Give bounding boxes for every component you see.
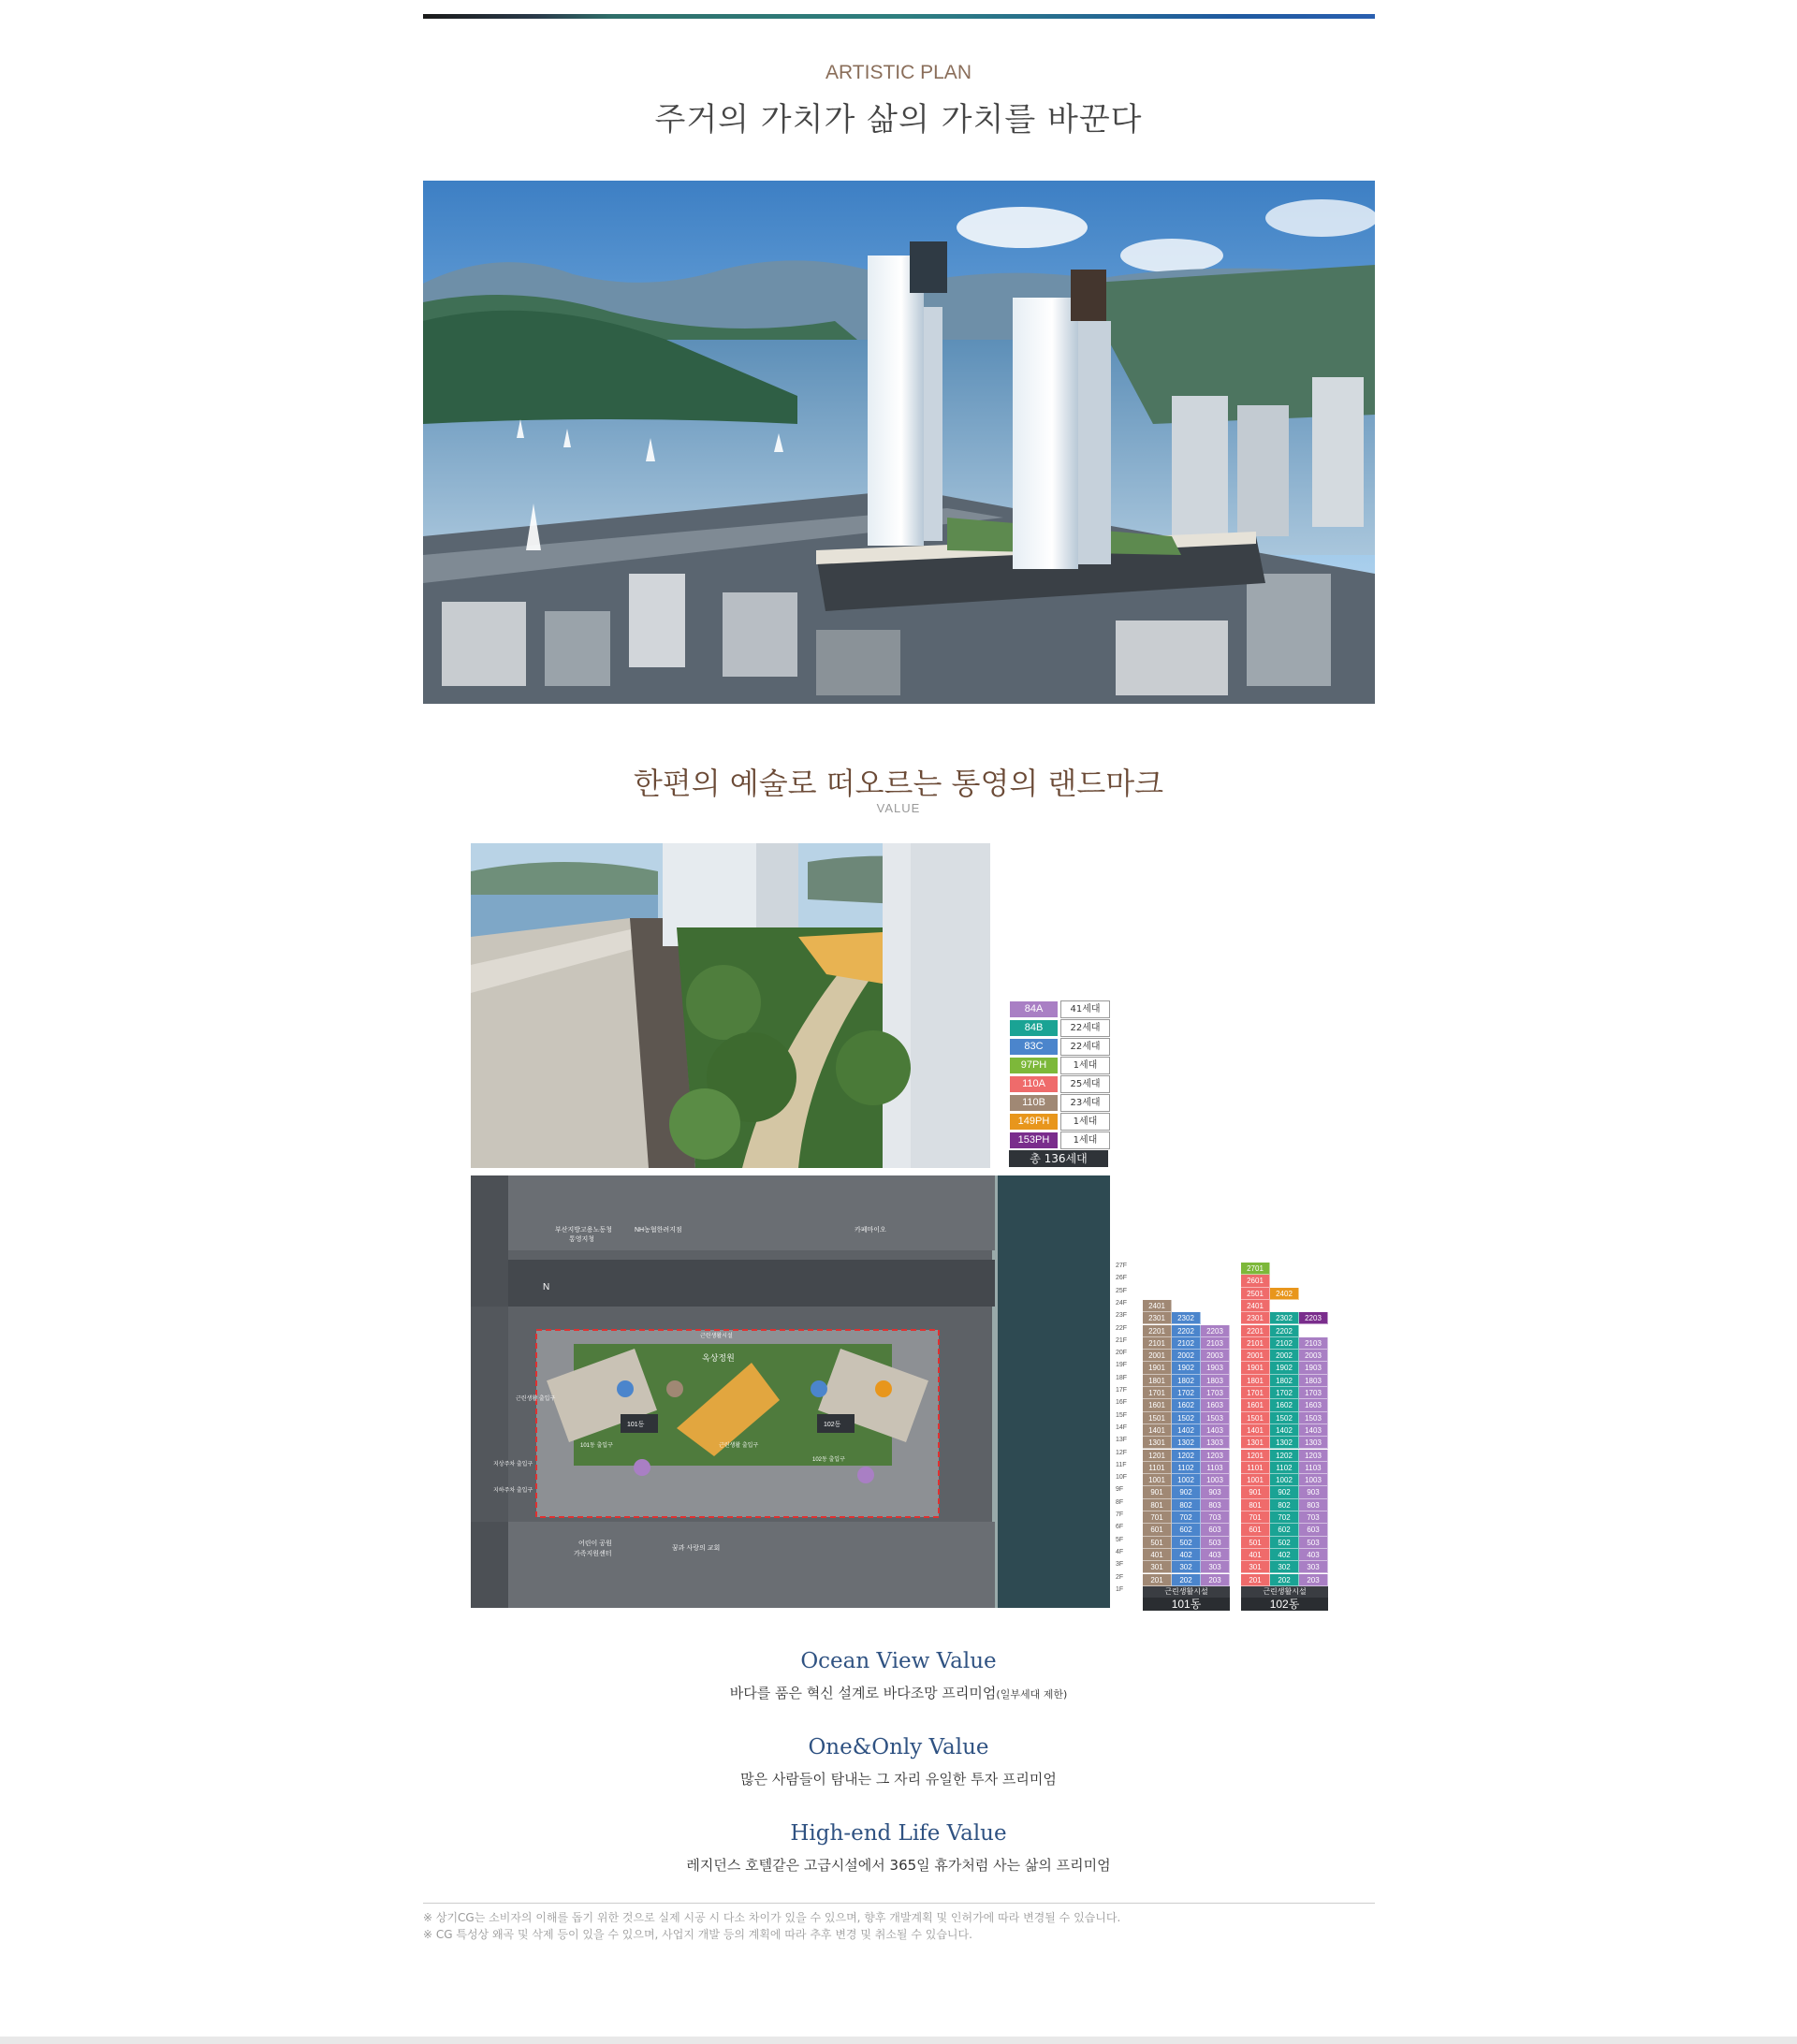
base-commercial-101: 근린생활시설 [1143, 1586, 1230, 1598]
unit-cell: 902 [1172, 1486, 1201, 1498]
unit-cell: 2002 [1270, 1350, 1299, 1362]
unit-cell: 1501 [1241, 1412, 1270, 1424]
unit-cell: 2102 [1270, 1337, 1299, 1350]
map-label-under-parking: 지하주차 출입구 [493, 1488, 533, 1494]
unit-cell: 603 [1201, 1524, 1230, 1536]
legend-count: 22세대 [1060, 1019, 1110, 1037]
legend-count: 1세대 [1060, 1132, 1110, 1149]
unit-cell: 1901 [1143, 1362, 1172, 1374]
unit-cell: 903 [1299, 1486, 1328, 1498]
floor-label: 18F [1116, 1374, 1128, 1381]
unit-cell: 902 [1270, 1486, 1299, 1498]
value-desc: 많은 사람들이 탐내는 그 자리 유일한 투자 프리미엄 [740, 1771, 1057, 1788]
unit-cell: 1603 [1299, 1399, 1328, 1411]
unit-cell: 701 [1143, 1511, 1172, 1524]
unit-cell: 1202 [1172, 1450, 1201, 1462]
floor-label: 3F [1116, 1561, 1124, 1569]
unit-cell: 301 [1241, 1561, 1270, 1573]
unit-cell: 401 [1241, 1549, 1270, 1561]
unit-cell: 1601 [1241, 1399, 1270, 1411]
unit-cell: 1203 [1299, 1450, 1328, 1462]
notes-divider [423, 1903, 1375, 1904]
unit-cell: 2102 [1172, 1337, 1201, 1350]
unit-cell: 603 [1299, 1524, 1328, 1536]
disclaimer-notes [423, 1909, 1375, 1943]
unit-cell: 303 [1201, 1561, 1230, 1573]
hero-rendering-image [423, 181, 1375, 704]
floor-label: 20F [1116, 1350, 1128, 1357]
floor-label: 1F [1116, 1585, 1124, 1593]
unit-cell: 1101 [1241, 1462, 1270, 1474]
floor-label: 12F [1116, 1449, 1128, 1456]
unit-cell: 1602 [1172, 1399, 1201, 1411]
legend-type: 110A [1009, 1075, 1059, 1093]
unit-cell: 2203 [1299, 1312, 1328, 1324]
unit-cell: 2203 [1201, 1325, 1230, 1337]
unit-cell: 1303 [1299, 1437, 1328, 1449]
unit-cell: 2201 [1143, 1325, 1172, 1337]
value-desc: 바다를 품은 혁신 설계로 바다조망 프리미엄(일부세대 제한) [729, 1685, 1068, 1701]
unit-cell: 803 [1201, 1499, 1230, 1511]
unit-cell: 2301 [1143, 1312, 1172, 1324]
legend-type: 84B [1009, 1019, 1059, 1037]
unit-cell: 1402 [1270, 1424, 1299, 1437]
disclaimer-line: ※ CG 특성상 왜곡 및 삭제 등이 있을 수 있으며, 사업지 개발 등의 계획에 따라 추후 변경 및 취소될 수 있습니다. [423, 1928, 972, 1941]
unit-cell: 1102 [1172, 1462, 1201, 1474]
unit-cell: 2301 [1241, 1312, 1270, 1324]
floor-label: 16F [1116, 1399, 1128, 1407]
legend-total: 총 136세대 [1009, 1150, 1108, 1167]
floor-label: 23F [1116, 1312, 1128, 1320]
building-label-101: 101동 [1143, 1598, 1230, 1611]
unit-cell: 2202 [1172, 1325, 1201, 1337]
unit-cell: 1401 [1241, 1424, 1270, 1437]
map-label-office: 부산지방고용노동청 [555, 1227, 612, 1234]
floor-label: 11F [1116, 1461, 1127, 1468]
floor-label: 27F [1116, 1263, 1128, 1269]
floor-label: 5F [1116, 1536, 1124, 1543]
unit-cell: 901 [1241, 1486, 1270, 1498]
floor-label: 9F [1116, 1486, 1124, 1494]
floor-label: 15F [1116, 1411, 1128, 1419]
unit-cell: 1502 [1172, 1412, 1201, 1424]
unit-cell: 1503 [1201, 1412, 1230, 1424]
unit-cell: 702 [1270, 1511, 1299, 1524]
unit-stacking-chart [1112, 1259, 1337, 1610]
unit-cell: 201 [1143, 1574, 1172, 1586]
floor-label: 13F [1116, 1437, 1128, 1444]
footer-bar [0, 2037, 1797, 2044]
legend-type: 110B [1009, 1094, 1059, 1112]
unit-cell: 1402 [1172, 1424, 1201, 1437]
unit-cell: 1903 [1201, 1362, 1230, 1374]
unit-cell: 403 [1201, 1549, 1230, 1561]
unit-cell: 503 [1201, 1537, 1230, 1549]
unit-cell: 601 [1241, 1524, 1270, 1536]
floor-label: 21F [1116, 1336, 1128, 1344]
unit-cell: 1903 [1299, 1362, 1328, 1374]
unit-cell: 2501 [1241, 1288, 1270, 1300]
unit-cell: 1703 [1299, 1387, 1328, 1399]
unit-cell: 2701 [1241, 1263, 1270, 1275]
unit-cell: 2002 [1172, 1350, 1201, 1362]
unit-cell: 1403 [1299, 1424, 1328, 1437]
unit-cell: 1502 [1270, 1412, 1299, 1424]
unit-cell: 1201 [1143, 1450, 1172, 1462]
unit-cell: 1303 [1201, 1437, 1230, 1449]
unit-cell: 302 [1270, 1561, 1299, 1573]
unit-cell: 2601 [1241, 1275, 1270, 1287]
unit-cell: 1703 [1201, 1387, 1230, 1399]
legend-row [1009, 1019, 1110, 1037]
unit-cell: 1102 [1270, 1462, 1299, 1474]
map-label-101-entry: 101동 출입구 [580, 1443, 613, 1449]
unit-cell: 803 [1299, 1499, 1328, 1511]
value-desc: 레지던스 호텔같은 고급시설에서 365일 휴가처럼 사는 삶의 프리미엄 [686, 1857, 1111, 1874]
section-eyebrow-value: VALUE [876, 801, 921, 815]
unit-cell: 2001 [1143, 1350, 1172, 1362]
unit-cell: 202 [1270, 1574, 1299, 1586]
unit-cell: 1503 [1299, 1412, 1328, 1424]
unit-cell: 1002 [1172, 1474, 1201, 1486]
unit-cell: 903 [1201, 1486, 1230, 1498]
unit-cell: 1902 [1270, 1362, 1299, 1374]
unit-cell: 802 [1270, 1499, 1299, 1511]
map-label-ground-parking: 지상주차 출입구 [493, 1462, 533, 1467]
unit-cell: 402 [1270, 1549, 1299, 1561]
unit-cell: 2302 [1172, 1312, 1201, 1324]
unit-cell: 1202 [1270, 1450, 1299, 1462]
unit-cell: 1003 [1201, 1474, 1230, 1486]
legend-row [1009, 1075, 1110, 1093]
unit-cell: 602 [1172, 1524, 1201, 1536]
unit-cell: 1702 [1270, 1387, 1299, 1399]
value-one-and-only [0, 1735, 1797, 1788]
map-label-102-entry: 102동 출입구 [812, 1457, 845, 1463]
unit-cell: 2003 [1201, 1350, 1230, 1362]
unit-cell: 1702 [1172, 1387, 1201, 1399]
unit-cell: 203 [1201, 1574, 1230, 1586]
unit-cell: 2003 [1299, 1350, 1328, 1362]
unit-cell: 2103 [1299, 1337, 1328, 1350]
unit-cell: 2401 [1241, 1300, 1270, 1312]
map-label-shop-entry: 근린생활 출입구 [719, 1443, 759, 1449]
legend-row [1009, 1094, 1110, 1112]
unit-cell: 1103 [1201, 1462, 1230, 1474]
unit-cell: 1403 [1201, 1424, 1230, 1437]
map-label-101: 101동 [627, 1422, 645, 1428]
legend-count: 41세대 [1060, 1000, 1110, 1018]
unit-cell: 1901 [1241, 1362, 1270, 1374]
unit-cell: 1201 [1241, 1450, 1270, 1462]
unit-cell: 402 [1172, 1549, 1201, 1561]
unit-cell: 501 [1241, 1537, 1270, 1549]
unit-cell: 2001 [1241, 1350, 1270, 1362]
unit-cell: 801 [1143, 1499, 1172, 1511]
map-label-office2: 통영지청 [569, 1236, 595, 1243]
top-accent-bar [423, 14, 1375, 19]
unit-cell: 1002 [1270, 1474, 1299, 1486]
unit-cell: 1601 [1143, 1399, 1172, 1411]
map-label-shop-entry-west: 근린생활 출입구 [516, 1396, 556, 1402]
legend-count: 1세대 [1060, 1057, 1110, 1074]
unit-cell: 1602 [1270, 1399, 1299, 1411]
unit-cell: 1401 [1143, 1424, 1172, 1437]
unit-cell: 1003 [1299, 1474, 1328, 1486]
unit-cell: 801 [1241, 1499, 1270, 1511]
unit-cell: 2101 [1143, 1337, 1172, 1350]
base-commercial-102: 근린생활시설 [1241, 1586, 1328, 1598]
map-label-park: 어린이 공원 [578, 1540, 612, 1547]
unit-cell: 1302 [1172, 1437, 1201, 1449]
unit-cell: 1001 [1241, 1474, 1270, 1486]
map-label-north: N [543, 1282, 550, 1292]
unit-cell: 503 [1299, 1537, 1328, 1549]
value-title: One&Only Value [808, 1735, 989, 1759]
floor-label: 8F [1116, 1498, 1124, 1506]
unit-cell: 1301 [1143, 1437, 1172, 1449]
unit-cell: 2101 [1241, 1337, 1270, 1350]
value-ocean-view [0, 1649, 1797, 1702]
legend-row [1009, 1113, 1110, 1131]
value-title: Ocean View Value [800, 1649, 997, 1673]
unit-cell: 1501 [1143, 1412, 1172, 1424]
unit-cell: 1302 [1270, 1437, 1299, 1449]
unit-cell: 2302 [1270, 1312, 1299, 1324]
legend-type: 83C [1009, 1038, 1059, 1056]
unit-cell: 502 [1172, 1537, 1201, 1549]
floor-label: 26F [1116, 1275, 1128, 1282]
map-label-cafe: 카페마이오 [855, 1227, 886, 1234]
unit-cell: 202 [1172, 1574, 1201, 1586]
unit-cell: 203 [1299, 1574, 1328, 1586]
unit-cell: 2103 [1201, 1337, 1230, 1350]
unit-cell: 1801 [1241, 1375, 1270, 1387]
page-title: 주거의 가치가 삶의 가치를 바꾼다 [654, 101, 1143, 139]
floor-label: 25F [1116, 1287, 1128, 1294]
section-subtitle: 한편의 예술로 떠오르는 통영의 랜드마크 [633, 766, 1164, 801]
legend-type: 149PH [1009, 1113, 1059, 1131]
map-label-garden: 옥상정원 [702, 1353, 735, 1363]
unit-cell: 1701 [1241, 1387, 1270, 1399]
unit-cell: 1802 [1172, 1375, 1201, 1387]
legend-row [1009, 1132, 1110, 1149]
legend-type: 153PH [1009, 1132, 1059, 1149]
floor-label: 24F [1116, 1299, 1128, 1307]
section-eyebrow: ARTISTIC PLAN [825, 62, 972, 83]
unit-cell: 403 [1299, 1549, 1328, 1561]
unit-cell: 1203 [1201, 1450, 1230, 1462]
rooftop-garden-image [471, 843, 990, 1168]
unit-cell: 2401 [1143, 1300, 1172, 1312]
unit-cell: 1103 [1299, 1462, 1328, 1474]
floor-label: 2F [1116, 1573, 1124, 1581]
map-label-garden-top: 근린생활시설 [700, 1334, 733, 1339]
legend-count: 22세대 [1060, 1038, 1110, 1056]
legend-row [1009, 1057, 1110, 1074]
site-plan-map [471, 1175, 1110, 1608]
unit-cell: 502 [1270, 1537, 1299, 1549]
floor-label: 17F [1116, 1387, 1128, 1394]
unit-cell: 2201 [1241, 1325, 1270, 1337]
unit-type-legend [1009, 1000, 1110, 1167]
legend-type: 84A [1009, 1000, 1059, 1018]
unit-cell: 601 [1143, 1524, 1172, 1536]
unit-cell: 1801 [1143, 1375, 1172, 1387]
floor-label: 10F [1116, 1474, 1128, 1482]
unit-cell: 501 [1143, 1537, 1172, 1549]
legend-count: 23세대 [1060, 1094, 1110, 1112]
unit-cell: 2202 [1270, 1325, 1299, 1337]
unit-cell: 201 [1241, 1574, 1270, 1586]
floor-label: 6F [1116, 1524, 1124, 1531]
unit-cell: 1802 [1270, 1375, 1299, 1387]
unit-cell: 303 [1299, 1561, 1328, 1573]
legend-row [1009, 1000, 1110, 1018]
unit-cell: 401 [1143, 1549, 1172, 1561]
map-label-park2: 가족지원센터 [574, 1551, 612, 1557]
building-label-102: 102동 [1241, 1598, 1328, 1611]
unit-cell: 702 [1172, 1511, 1201, 1524]
value-high-end-life [0, 1821, 1797, 1875]
unit-cell: 602 [1270, 1524, 1299, 1536]
unit-cell: 701 [1241, 1511, 1270, 1524]
unit-cell: 703 [1201, 1511, 1230, 1524]
unit-cell: 703 [1299, 1511, 1328, 1524]
legend-count: 25세대 [1060, 1075, 1110, 1093]
floor-label: 14F [1116, 1424, 1128, 1431]
floor-label: 19F [1116, 1362, 1128, 1369]
unit-cell: 1803 [1201, 1375, 1230, 1387]
unit-cell: 1603 [1201, 1399, 1230, 1411]
unit-cell: 1902 [1172, 1362, 1201, 1374]
map-label-church: 꿈과 사랑의 교회 [672, 1545, 721, 1552]
unit-cell: 1803 [1299, 1375, 1328, 1387]
legend-row [1009, 1038, 1110, 1056]
unit-cell: 302 [1172, 1561, 1201, 1573]
unit-cell: 1001 [1143, 1474, 1172, 1486]
map-label-102: 102동 [824, 1422, 841, 1428]
floor-label: 7F [1116, 1511, 1124, 1518]
value-title: High-end Life Value [790, 1821, 1007, 1846]
floor-label: 4F [1116, 1548, 1124, 1555]
legend-type: 97PH [1009, 1057, 1059, 1074]
floor-label: 22F [1116, 1324, 1128, 1332]
unit-cell: 1301 [1241, 1437, 1270, 1449]
map-label-bank: NH농협한려지점 [635, 1227, 682, 1234]
unit-cell: 301 [1143, 1561, 1172, 1573]
disclaimer-line: ※ 상기CG는 소비자의 이해를 돕기 위한 것으로 실제 시공 시 다소 차이가 있을 수 있으며, 향후 개발계획 및 인허가에 따라 변경될 수 있습니다. [423, 1911, 1121, 1924]
legend-count: 1세대 [1060, 1113, 1110, 1131]
unit-cell: 2402 [1270, 1288, 1299, 1300]
unit-cell: 901 [1143, 1486, 1172, 1498]
unit-cell: 1701 [1143, 1387, 1172, 1399]
unit-cell: 802 [1172, 1499, 1201, 1511]
unit-cell: 1101 [1143, 1462, 1172, 1474]
